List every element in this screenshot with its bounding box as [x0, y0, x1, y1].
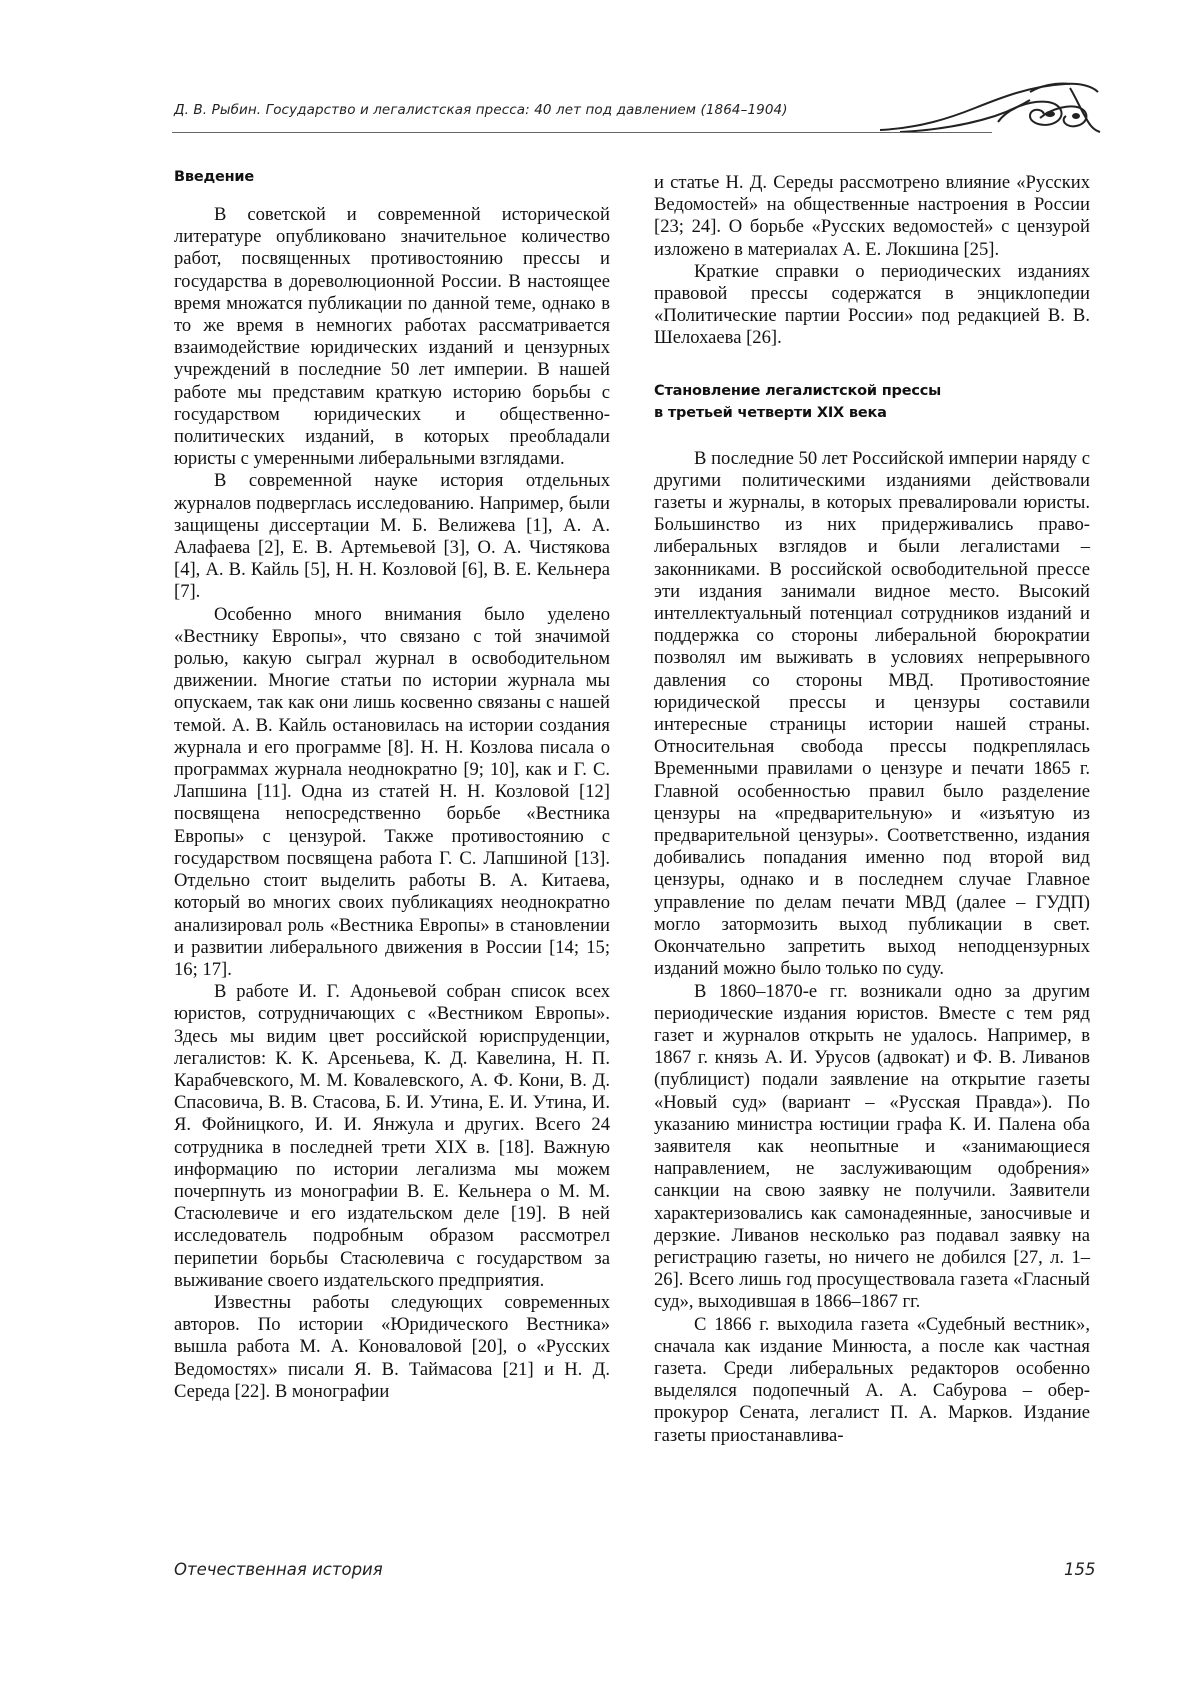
paragraph: Краткие справки о периодических изданиях правовой прессы содержатся в энциклопедии «Политические партии России» под редакцией В. В. Шелохаева [26].	[654, 260, 1090, 349]
left-column	[174, 166, 610, 1403]
paragraph: С 1866 г. выходила газета «Судебный вестник», сначала как издание Минюста, а после как частная газета. Среди либеральных редакторов особенно выделялся подопечный А. А. Сабурова – обер-прокурор Сената, легалист П. А. Марков. Издание газеты приостанавлива-	[654, 1313, 1090, 1446]
paragraph: В современной науке история отдельных журналов подверглась исследованию. Например, были защищены диссертации М. Б. Велижева [1], А. А. Алафаева [2], Е. В. Артемьевой [3], О. А. Чистякова [4], А. В. Кайль [5], Н. Н. Козловой [6], В. Е. Кельнера [7].	[174, 470, 610, 603]
section-heading-line: в третьей четверти XIX века	[654, 404, 887, 421]
right-column	[654, 172, 1090, 1447]
paragraph: В советской и современной исторической литературе опубликовано значительное количество работ, посвященных противостоянию прессы и государства в дореволюционной России. В настоящее время множатся публикации по данной теме, однако в то же время в немногих работах рассматривается взаимодействие юридических изданий и цензурных учреждений в последние 50 лет империи. В нашей работе мы представим краткую историю борьбы с государством юридических и общественно-политических изданий, в которых преобладали юристы с умеренными либеральными взглядами.	[174, 204, 610, 470]
header-rule	[172, 132, 992, 133]
section-heading-introduction: Введение	[174, 169, 255, 185]
paragraph: Известны работы следующих современных авторов. По истории «Юридического Вестника» вышла работа М. А. Коноваловой [20], о «Русских Ведомостях» писали Я. В. Таймасова [21] и Н. Д. Середа [22]. В монографии	[174, 1291, 610, 1402]
paragraph: Особенно много внимания было уделено «Вестнику Европы», что связано с той значимой ролью, какую сыграл журнал в освободительном движении. Многие статьи по истории журнала мы опускаем, так как они лишь косвенно связаны с нашей темой. А. В. Кайль остановилась на истории создания журнала и его программе [8]. Н. Н. Козлова писала о программах журнала неоднократно [9; 10], как и Г. С. Лапшина [11]. Одна из статей Н. Н. Козловой [12] посвящена непосредственно борьбе «Вестника Европы» с цензурой. Также противостоянию с государством посвящена работа Г. С. Лапшиной [13]. Отдельно стоит выделить работы В. А. Китаева, который во многих своих публикациях неоднократно анализировал роль «Вестника Европы» в становлении и развитии либерального движения в России [14; 15; 16; 17].	[174, 603, 610, 980]
paragraph: В последние 50 лет Российской империи наряду с другими политическими изданиями действовали газеты и журналы, в которых превалировали юристы. Большинство из них придерживались право-либеральных взглядов и были легалистами – законниками. В российской освободительной прессе эти издания занимали видное место. Высокий интеллектуальный потенциал сотрудников изданий и поддержка со стороны либеральной бюрократии позволял им выживать в условиях непрерывного давления со стороны МВД. Противостояние юридической прессы и цензуры составили интересные страницы истории нашей страны. Относительная свобода прессы подкреплялась Временными правилами о цензуре и печати 1865 г. Главной особенностью правил было разделение цензуры на «предварительную» и «изъятую из предварительной цензуры». Соответственно, издания добивались попадания именно под второй вид цензуры, однако и в последнем случае Главное управление по делам печати МВД (далее – ГУДП) могло затормозить выход публикации в свет. Окончательно запретить выход неподцензурных изданий можно было только по суду.	[654, 447, 1090, 980]
section-heading-line: Становление легалистской прессы	[654, 382, 942, 399]
paragraph: В 1860–1870-е гг. возникали одно за другим периодические издания юристов. Вместе с тем ряд газет и журналов открыть не удалось. Например, в 1867 г. князь А. И. Урусов (адвокат) и Ф. В. Ливанов (публицист) подали заявление на открытие газеты «Новый суд» (вариант – «Русская Правда»). По указанию министра юстиции графа К. И. Палена оба заявителя как неопытные и «занимающиеся направлением, не заслуживающим одобрения» санкции на свою заявку не получили. Заявители характеризовались как самонадеянные, заносчивые и дерзкие. Ливанов несколько раз подавал заявку на регистрацию газеты, но ничего не добился [27, л. 1–26]. Всего лишь год просуществовала газета «Гласный суд», выходившая в 1866–1867 гг.	[654, 980, 1090, 1313]
page-number: 155	[1064, 1560, 1096, 1579]
art-nouveau-ornament-icon	[880, 78, 1102, 140]
footer-journal-title: Отечественная история	[174, 1560, 383, 1579]
running-head: Д. В. Рыбин. Государство и легалистская пресса: 40 лет под давлением (1864–1904)	[174, 102, 788, 118]
paragraph-continuation: и статье Н. Д. Середы рассмотрено влияние «Русских Ведомостей» на общественные настроения в России [23; 24]. О борьбе «Русских ведомостей» с цензурой изложено в материалах А. Е. Локшина [25].	[654, 172, 1090, 260]
paragraph: В работе И. Г. Адоньевой собран список всех юристов, сотрудничающих с «Вестником Европы». Здесь мы видим цвет российской юриспруденции, легалистов: К. К. Арсеньева, К. Д. Кавелина, Н. П. Карабчевского, М. М. Ковалевского, А. Ф. Кони, В. Д. Спасовича, В. В. Стасова, Б. И. Утина, Е. И. Утина, И. Я. Фойницкого, И. И. Янжула и других. Всего 24 сотрудника в последней трети XIX в. [18]. Важную информацию по истории легализма мы можем почерпнуть из монографии В. Е. Кельнера о М. М. Стасюлевиче и его издательском деле [19]. В ней исследователь подробным образом рассмотрел перипетии борьбы Стасюлевича с государством за выживание своего издательского предприятия.	[174, 981, 610, 1291]
section-heading-legalist-press	[654, 380, 1090, 424]
